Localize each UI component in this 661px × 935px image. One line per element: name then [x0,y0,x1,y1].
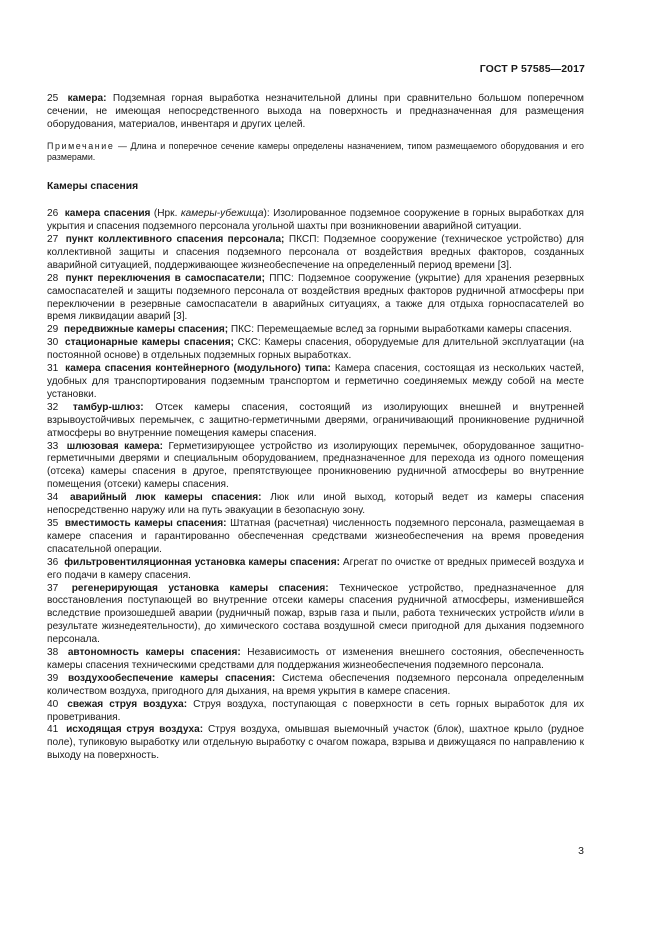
entry-definition: Люк или иной выход, который ведет из камеры спасения непосредственно наружу или на путь эвакуации в безопасную зону. [47,492,584,517]
entry-number: 31 [47,363,59,375]
entry-definition: ПКСП: Подземное сооружение (техническое устройство) для коллективной защиты и спасения подземного персонала от воздействия вредных факторов, созданных аварийной ситуацией, поддерживающее жизнеобеспечение на определенный период времени [3]. [47,234,584,271]
entry-definition: Камера спасения, состоящая из нескольких частей, удобных для транспортирования подземным транспортом и герметично соединяемых между собой на месте установки. [47,363,584,400]
term-entry-28 [47,273,584,325]
entry-number: 29 [47,324,59,336]
term-entry-34 [47,492,584,518]
entry-term: регенерирующая установка камеры спасения: [71,582,329,594]
entry-number: 40 [47,698,59,710]
term-entry-32 [47,402,584,441]
entry-term: пункт коллективного спасения персонала; [65,234,285,246]
note-text: — Длина и поперечное сечение камеры определены назначением, типом размещаемого оборудования и его размерами. [47,140,584,163]
entry-definition: Герметизирующее устройство из изолирующих перемычек, оборудованное защитно-герметичными дверями и специальным оборудованием, предназначенное для перехода из одного помещения (отсека) камеры спасения в другое, препятствующее проникновению рудничной атмосферы во внутренние помещения (отсеки) камеры спасения. [47,440,584,491]
term-entry-30 [47,337,584,363]
entry-term: автономность камеры спасения: [67,647,241,659]
entry-term: тамбур-шлюз: [72,401,144,413]
entry-definition: Струя воздуха, омывшая выемочный участок (блок), шахтное крыло (рудное поле), тупиковую выработку или отдельную выработку с очагом пожара, взрыва и движущаяся по направлению к выходу на поверхность. [47,724,584,762]
entry-term: камера спасения [64,208,151,220]
entry-definition: Струя воздуха, поступающая с поверхности в сеть горных выработок для их проветривания. [47,698,584,723]
term-entry-33 [47,441,584,493]
entry-deprecated-term: камеры-убежища [180,208,264,220]
entry-term: исходящая струя воздуха: [66,724,204,736]
entry-number: 38 [47,647,59,659]
term-entry-27 [47,234,584,273]
entry-term: вместимость камеры спасения: [64,517,227,529]
entry-term: воздухообеспечение камеры спасения: [67,672,276,684]
entry-number: 25 [47,93,59,104]
entry-definition: ППС: Подземное сооружение (укрытие) для хранения резервных самоспасателей и защиты подземного персонала от воздействия вредных факторов рудничной атмосферы при переключении в резервные самоспасатели в аварийных ситуациях, а также для отдыха горноспасателей во время ликвидации аварий [3]. [47,272,585,323]
term-entry-31 [47,363,584,402]
term-entry-38 [47,647,584,673]
entry-number: 39 [47,672,59,684]
term-entry-25 [47,93,584,132]
entry-term: пункт переключения в самоспасатели; [65,272,265,284]
entry-number: 26 [47,208,59,220]
entry-definition: СКС: Камеры спасения, оборудуемые для длительной эксплуатации (на постоянной основе) в отдельных подземных горных выработках. [47,337,584,362]
entry-number: 37 [47,582,59,594]
section-heading: Камеры спасения [47,181,139,193]
term-entry-26 [47,208,584,234]
entry-number: 30 [47,337,59,349]
entry-definition: Агрегат по очистке от вредных примесей воздуха и его подачи в камеру спасения. [47,556,584,581]
entry-term: стационарные камеры спасения; [64,337,234,349]
entry-number: 28 [47,272,59,284]
entry-term: камера: [67,93,107,104]
entry-number: 34 [47,492,59,504]
term-entry-36 [47,557,584,583]
entry-number: 27 [47,234,59,246]
entry-number: 36 [47,556,59,568]
entry-definition: Штатная (расчетная) численность подземного персонала, размещаемая в камере спасения и гарантированно обеспеченная средствами жизнеобеспечения на время проведения спасательной операции. [47,517,584,555]
entry-definition: Техническое устройство, предназначенное для восстановления поступающей во внутренние отсеки камеры спасения рудничной атмосферы, изменившейся вследствие произошедшей аварии (рудничный пожар, взрыв газа и пыли, работа технических устройств и/или в результате жизнедеятельности), до химического состава воздушной смеси пригодной для дыхания подземного персонала. [47,582,584,646]
entry-definition-prefix: (Нрк. [150,208,181,220]
entry-definition: Независимость от изменения внешнего состояния, обеспеченность камеры спасения техническими средствами для поддержания жизнеобеспечения подземного персонала. [47,647,584,671]
entry-definition: Подземная горная выработка незначительной длины при сравнительно большом поперечном сечении, не имеющая непосредственного выхода на поверхность и предназначенная для размещения оборудования, материалов, инвентаря и других целей. [47,93,584,130]
term-entry-40 [47,699,584,725]
term-entry-39 [47,673,584,699]
term-entry-35 [47,518,584,557]
entry-number: 33 [47,440,59,452]
standard-designation: ГОСТ Р 57585—2017 [479,63,585,75]
term-entry-41 [47,724,584,763]
entry-definition: ПКС: Перемещаемые вслед за горными выработками камеры спасения. [228,324,572,336]
entry-definition: Отсек камеры спасения, состоящий из изолирующих внешней и внутренней взрывоустойчивых перемычек, с защитно-герметичными дверями, ограничивающий проникновение рудничной атмосферы во внутренние помещения камеры спасения. [47,401,584,439]
entry-term: аварийный люк камеры спасения: [69,492,262,504]
entry-term: фильтровентиляционная установка камеры спасения: [64,556,340,568]
term-entry-29 [47,324,584,337]
entry-number: 32 [47,401,59,413]
document-body [47,93,584,763]
page-number: 3 [578,845,584,857]
entry-term: свежая струя воздуха: [67,698,188,710]
term-entry-37 [47,583,584,648]
entry-term: передвижные камеры спасения; [64,324,229,336]
entry-number: 41 [47,724,59,736]
entry-term: камера спасения контейнерного (модульного) типа: [65,363,331,375]
entry-definition: ): Изолированное подземное сооружение в горных выработках для укрытия и спасения подземного персонала угольной шахты при возникновении аварийной ситуации. [47,208,584,233]
entry-number: 35 [47,517,59,529]
note [47,141,584,164]
note-label: Примечание [47,140,115,151]
entry-term: шлюзовая камера: [66,440,164,452]
entry-definition: Система обеспечения подземного персонала определенным количеством воздуха, пригодного для дыхания, на время укрытия в камере спасения. [47,672,584,697]
